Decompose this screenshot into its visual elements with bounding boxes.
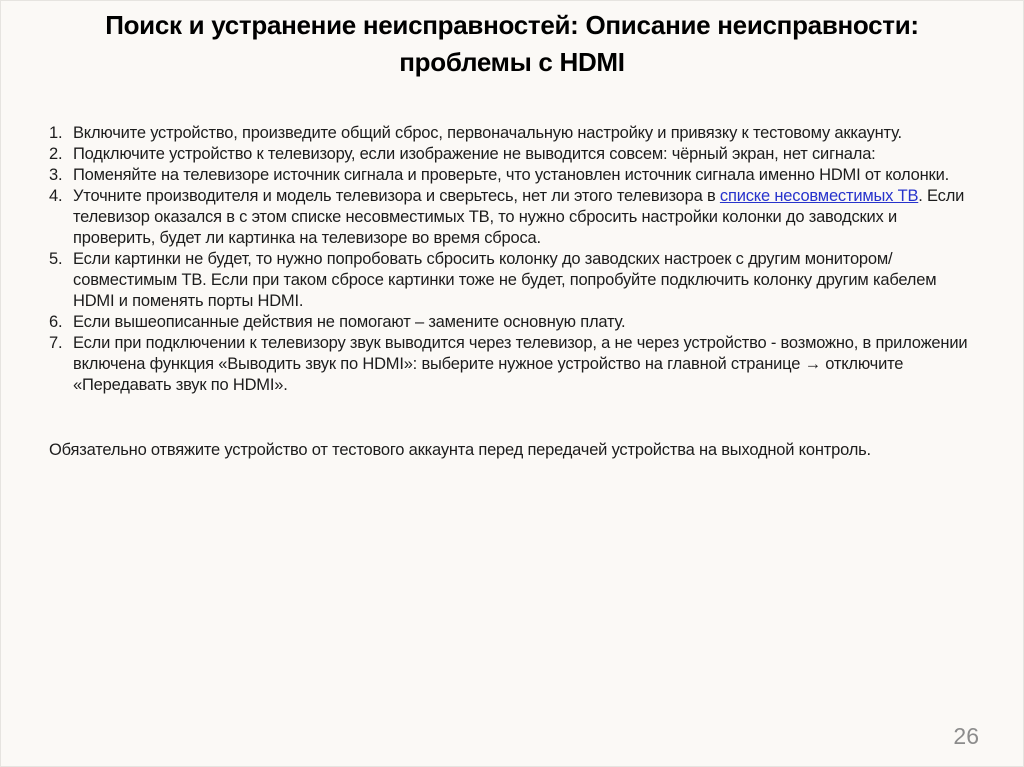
step-text: [73, 186, 975, 249]
list-item: [49, 123, 975, 144]
page-number: 26: [953, 723, 979, 749]
step-number: 2.: [49, 145, 63, 163]
step-number: 4.: [49, 187, 63, 205]
list-item: [49, 186, 975, 249]
list-item: [49, 333, 975, 396]
step-text: Если при подключении к телевизору звук выводится через телевизор, а не через устройство - возможно, в приложении включена функция «Выводить звук по HDMI»: выберите нужное устройство на главной странице → отключите «Передавать звук по HDMI».: [73, 334, 968, 394]
step-text: Поменяйте на телевизоре источник сигнала и проверьте, что установлен источник сигнала именно HDMI от колонки.: [73, 166, 949, 184]
step-text-after-link: . Если телевизор оказался в с этом списке несовместимых ТВ, то нужно сбросить настройки колонки до заводских и проверить, будет ли картинка на телевизоре во время сброса.: [73, 187, 965, 247]
step-text: Включите устройство, произведите общий сброс, первоначальную настройку и привязку к тестовому аккаунту.: [73, 124, 902, 142]
step-text: Подключите устройство к телевизору, если изображение не выводится совсем: чёрный экран, нет сигнала:: [73, 145, 876, 163]
step-text-before-link: Уточните производителя и модель телевизора и сверьтесь, нет ли этого телевизора в: [73, 187, 720, 205]
step-text: Если вышеописанные действия не помогают – замените основную плату.: [73, 313, 626, 331]
footer-note: Обязательно отвяжите устройство от тестового аккаунта перед передачей устройства на выходной контроль.: [49, 441, 871, 459]
step-number: 5.: [49, 250, 63, 268]
step-number: 3.: [49, 166, 63, 184]
title-line-1: Поиск и устранение неисправностей: Описание неисправности:: [105, 10, 919, 40]
step-number: 1.: [49, 124, 63, 142]
list-item: [49, 165, 975, 186]
step-number: 7.: [49, 334, 63, 352]
incompatible-tv-list-link[interactable]: списке несовместимых ТВ: [719, 187, 919, 205]
page-title: [1, 1, 1023, 81]
step-text: Если картинки не будет, то нужно попробовать сбросить колонку до заводских настроек с другим монитором/совместимым ТВ. Если при таком сбросе картинки тоже не будет, попробуйте подключить колонку другим кабелем HDMI и поменять порты HDMI.: [73, 250, 937, 310]
step-number: 6.: [49, 313, 63, 331]
list-item: [49, 144, 975, 165]
list-item: [49, 312, 975, 333]
title-line-2: проблемы с HDMI: [399, 47, 625, 77]
list-item: [49, 249, 975, 312]
troubleshooting-steps-list: [49, 123, 975, 396]
